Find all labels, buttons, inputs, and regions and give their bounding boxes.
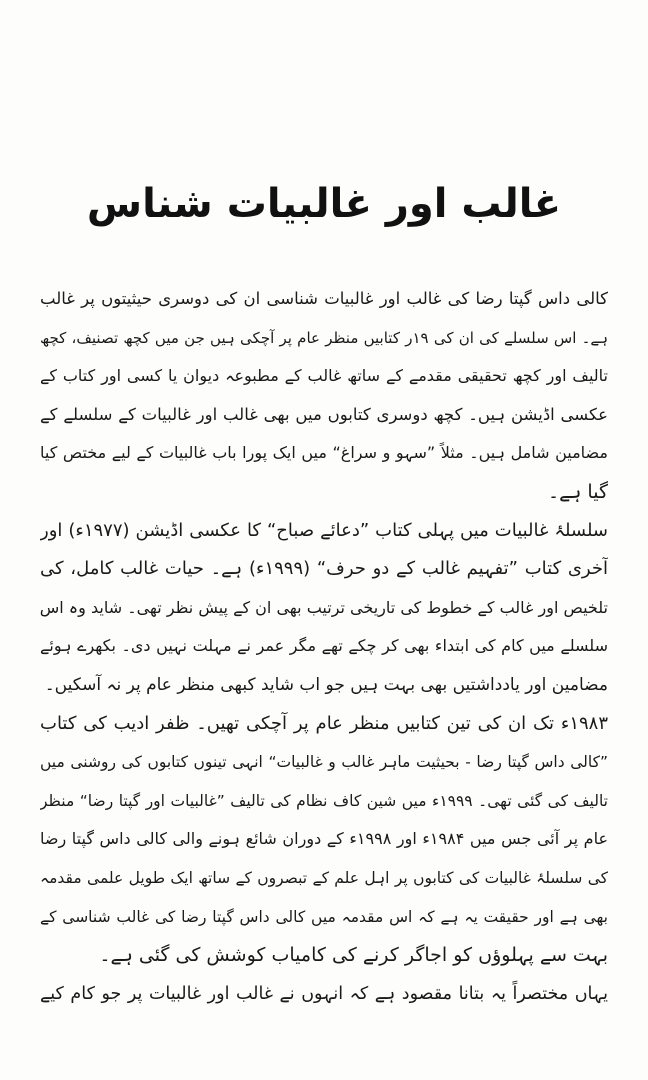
text-line: تلخیص اور غالب کے خطوط کی تاریخی ترتیب بھی ان کے پیش نظر تھی۔ شاید وہ اس (40, 597, 608, 617)
text-line: ۱۹۸۳ء تک ان کی تین کتابیں منظر عام پر آچکی تھیں۔ ظفر ادیب کی کتاب (40, 712, 608, 734)
text-line: گیا ہے۔ (547, 480, 608, 503)
text-line: عکسی اڈیشن ہیں۔ کچھ دوسری کتابوں میں بھی غالب اور غالبیات کے سلسلے کے (40, 404, 608, 424)
text-line: تالیف اور کچھ تحقیقی مقدمے کے ساتھ غالب کے مطبوعہ دیوان یا کسی اور کتاب کے (40, 366, 608, 386)
text-line: بھی ہے اور حقیقت یہ ہے کہ اس مقدمہ میں کالی داس گپتا رضا کی غالب شناسی کے (40, 907, 608, 926)
text-line: بہت سے پہلوؤں کو اجاگر کرنے کی کامیاب کوشش کی گئی ہے۔ (99, 944, 608, 967)
text-line: سلسلۂ غالبیات میں پہلی کتاب ”دعائے صباح“ کا عکسی اڈیشن (۱۹۷۷ء) اور (40, 519, 608, 541)
text-line: تالیف کی گئی تھی۔ ۱۹۹۹ء میں شین کاف نظام کی تالیف ”غالبیات اور گپتا رضا“ منظر (40, 791, 608, 810)
body-text (40, 280, 608, 1013)
text-line: ”کالی داس گپتا رضا - بحیثیت ماہر غالب و غالبیات“ انہی تینوں کتابوں کی روشنی میں (40, 753, 608, 772)
text-line: ہے۔ اس سلسلے کی ان کی ۱۹ر کتابیں منظر عام پر آچکی ہیں جن میں کچھ تصنیف، کچھ (40, 328, 608, 347)
text-line: کالی داس گپتا رضا کی غالب اور غالبیات شناسی ان کی دوسری حیثیتوں پر غالب (40, 289, 608, 308)
text-line: کی سلسلۂ غالبیات کی کتابوں پر اہل علم کے تبصروں کے ساتھ ایک طویل علمی مقدمہ (40, 868, 608, 887)
text-line: سلسلے میں کام کی ابتداء بھی کر چکے تھے مگر عمر نے مہلت نہیں دی۔ بکھرے ہوئے (40, 636, 608, 656)
page-title: غالب اور غالبیات شناس (86, 181, 562, 227)
text-line: عام پر آئی جس میں ۱۹۸۴ء اور ۱۹۹۸ء کے دوران شائع ہونے والی کالی داس گپتا رضا (40, 829, 608, 849)
text-line: آخری کتاب ”تفہیم غالب کے دو حرف“ (۱۹۹۹ء) ہے۔ حیات غالب کامل، کی (40, 558, 608, 580)
text-line: یہاں مختصراً یہ بتانا مقصود ہے کہ انہوں نے غالب اور غالبیات پر جو کام کیے (40, 983, 608, 1004)
text-line: مضامین شامل ہیں۔ مثلاً ”سہو و سراغ“ میں ایک پورا باب غالبیات کے لیے مختص کیا (40, 443, 608, 463)
text-line: مضامین اور یادداشتیں بھی بہت ہیں جو اب شاید کبھی منظر عام پر نہ آسکیں۔ (44, 674, 608, 695)
